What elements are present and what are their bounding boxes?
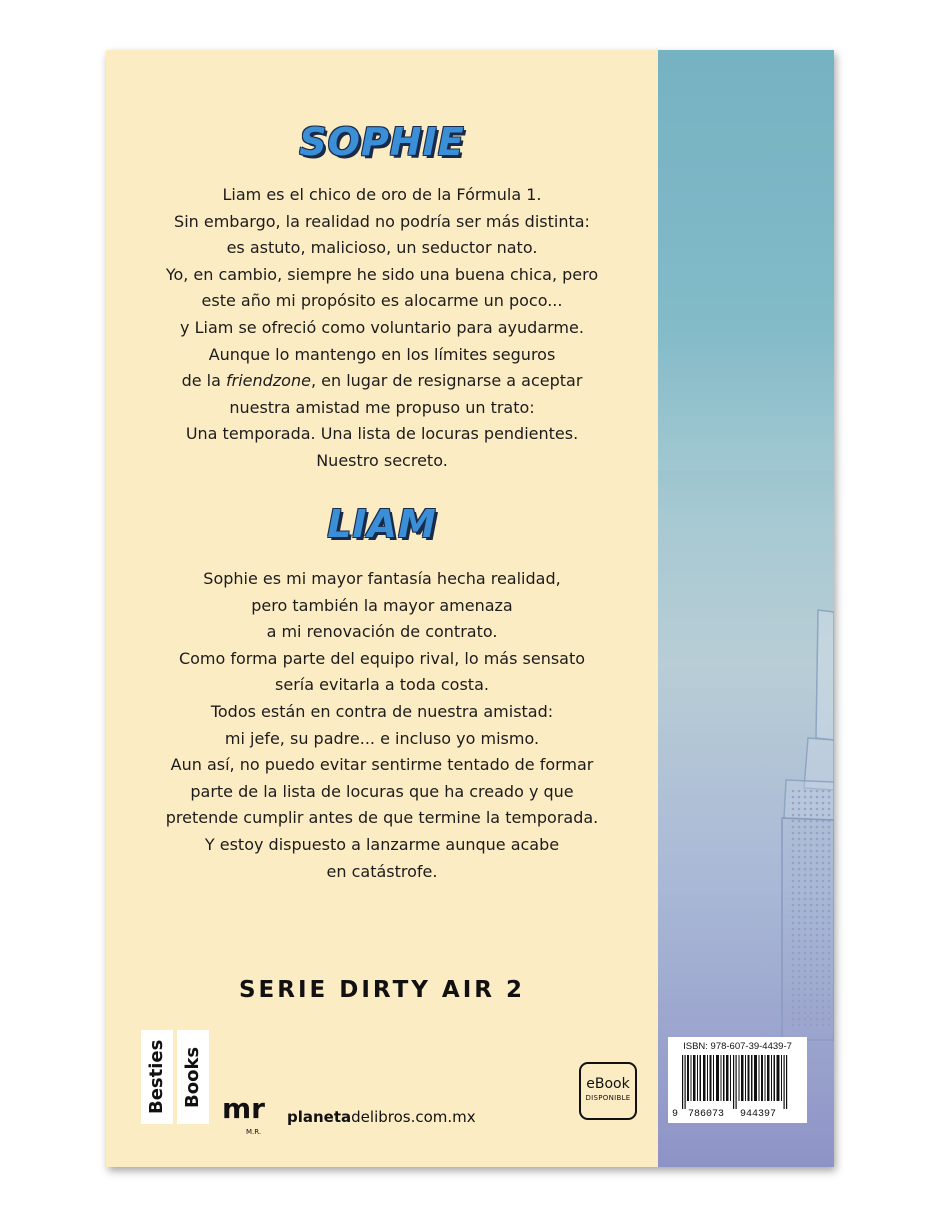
ebook-available-badge bbox=[579, 1062, 637, 1120]
liam-line: mi jefe, su padre... e incluso yo mismo. bbox=[224, 728, 540, 748]
liam-line: Aun así, no puedo evitar sentirme tentado de formar bbox=[170, 755, 594, 775]
besties-logo-word: Besties bbox=[141, 1030, 173, 1124]
liam-line: Y estoy dispuesto a lanzarme aunque acabe bbox=[204, 834, 560, 854]
site-rest: delibros.com.mx bbox=[351, 1108, 476, 1126]
cream-text-panel bbox=[106, 50, 658, 1167]
sophie-line: Yo, en cambio, siempre he sido una buena chica, pero bbox=[165, 264, 599, 284]
barcode-digits-left: 786073 bbox=[688, 1109, 725, 1120]
liam-line: Todos están en contra de nuestra amistad: bbox=[210, 701, 554, 721]
isbn-label: ISBN: 978-607-39-4439-7 bbox=[683, 1041, 792, 1052]
friendzone-italic: friendzone bbox=[225, 371, 311, 391]
sophie-line: es astuto, malicioso, un seductor nato. bbox=[226, 238, 538, 258]
site-bold: planeta bbox=[287, 1108, 352, 1126]
sophie-line: Liam es el chico de oro de la Fórmula 1. bbox=[222, 185, 542, 204]
liam-line: Como forma parte del equipo rival, lo más sensato bbox=[178, 648, 586, 668]
sophie-heading: SOPHIE bbox=[299, 120, 465, 164]
isbn-barcode bbox=[668, 1037, 807, 1123]
series-title: SERIE DIRTY AIR 2 bbox=[238, 977, 526, 1003]
cover-art-strip bbox=[658, 50, 834, 1167]
sophie-synopsis bbox=[126, 182, 638, 475]
liam-heading: LIAM bbox=[327, 502, 437, 546]
friendzone-pre: de la bbox=[181, 371, 226, 391]
liam-line: Sophie es mi mayor fantasía hecha realidad, bbox=[203, 569, 561, 588]
mr-logo-subtext: M.R. bbox=[246, 1128, 262, 1136]
sophie-line: Nuestro secreto. bbox=[316, 450, 448, 470]
friendzone-post: , en lugar de resignarse a aceptar bbox=[310, 371, 583, 391]
barcode-bars bbox=[678, 1055, 798, 1109]
sophie-line: Sin embargo, la realidad no podría ser más distinta: bbox=[174, 211, 590, 231]
barcode-digits-right: 944397 bbox=[740, 1109, 777, 1120]
mr-publisher-logo: mr bbox=[222, 1092, 265, 1125]
liam-line: pero también la mayor amenaza bbox=[251, 595, 513, 615]
barcode-digit-first: 9 bbox=[672, 1109, 679, 1120]
publisher-website bbox=[287, 1108, 476, 1126]
sophie-line-friendzone bbox=[126, 368, 638, 395]
sophie-line: Aunque lo mantengo en los límites seguros bbox=[208, 344, 556, 364]
ebook-subtitle: DISPONIBLE bbox=[585, 1094, 631, 1102]
sophie-line: Una temporada. Una lista de locuras pendientes. bbox=[185, 424, 579, 444]
books-logo-word: Books bbox=[177, 1030, 209, 1124]
sophie-line: y Liam se ofreció como voluntario para ayudarme. bbox=[180, 317, 584, 337]
liam-line: sería evitarla a toda costa. bbox=[275, 675, 489, 695]
book-back-cover bbox=[106, 50, 834, 1167]
ebook-title: eBook bbox=[586, 1076, 630, 1092]
glass-blocks-illustration bbox=[658, 50, 834, 1167]
liam-line: pretende cumplir antes de que termine la temporada. bbox=[165, 808, 599, 828]
sophie-line: este año mi propósito es alocarme un poco... bbox=[201, 291, 563, 311]
liam-synopsis bbox=[126, 566, 638, 885]
liam-line: parte de la lista de locuras que ha creado y que bbox=[190, 781, 574, 801]
liam-line: en catástrofe. bbox=[326, 861, 438, 881]
besties-books-logo bbox=[141, 1030, 211, 1122]
liam-line: a mi renovación de contrato. bbox=[266, 622, 498, 642]
sophie-line: nuestra amistad me propuso un trato: bbox=[229, 397, 535, 417]
